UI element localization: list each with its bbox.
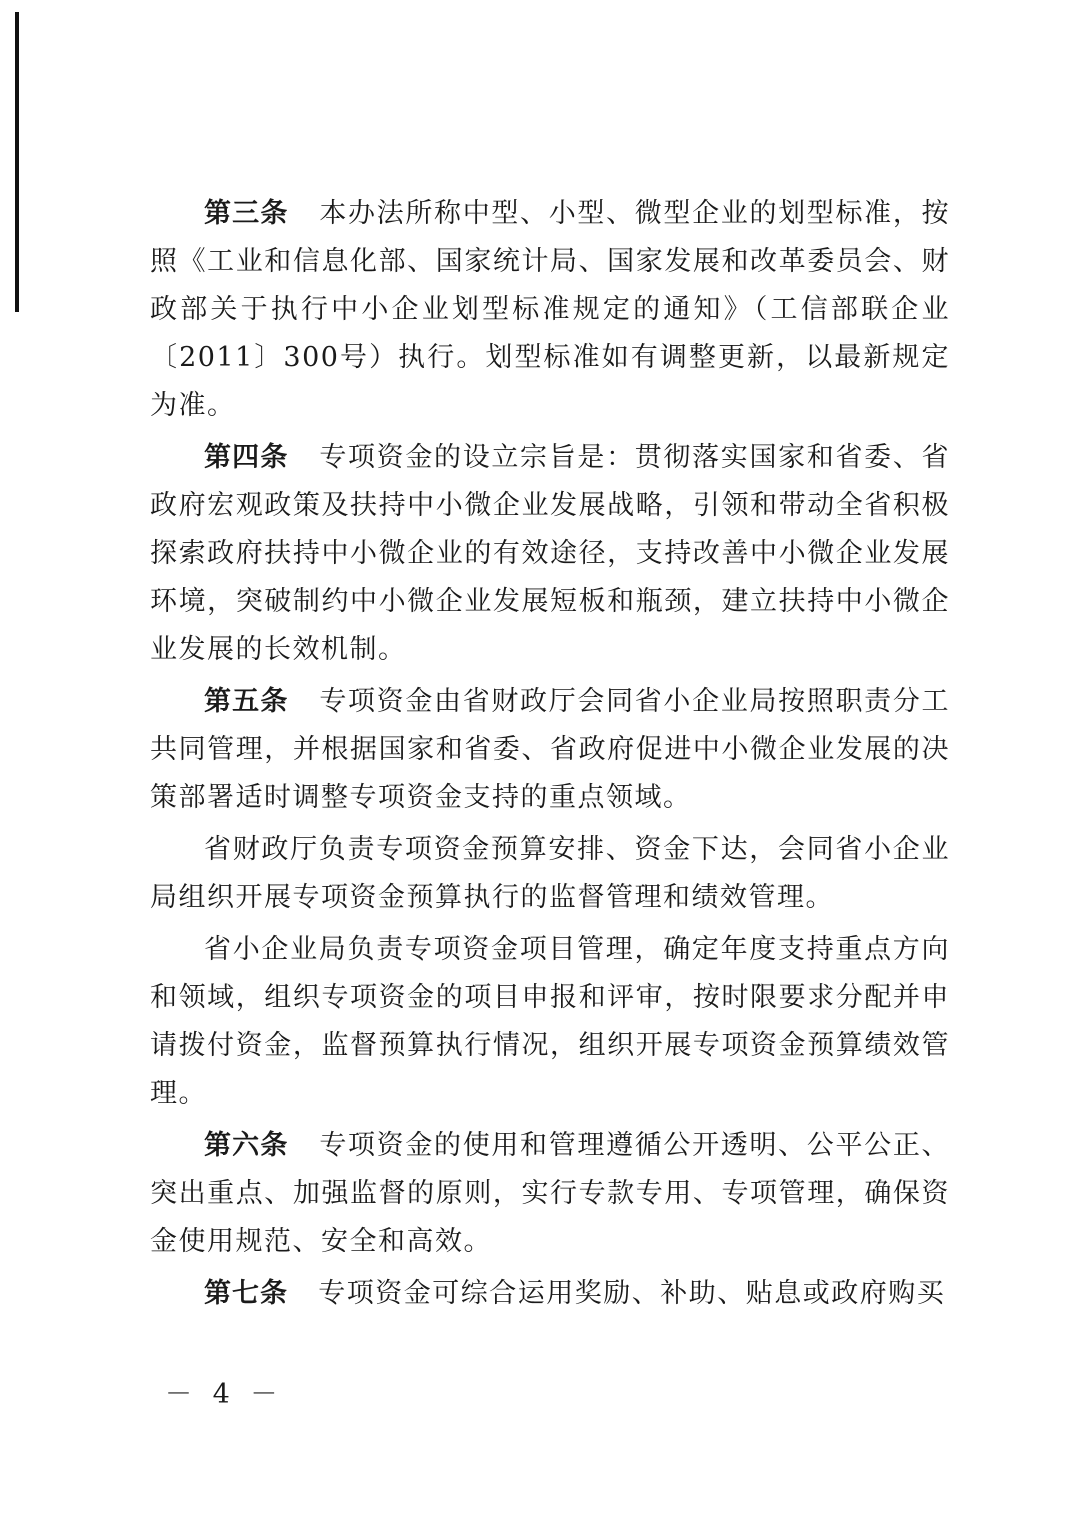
article-5-label: 第五条 xyxy=(204,686,289,717)
page-number: － 4 － xyxy=(165,1379,284,1410)
scan-edge-line xyxy=(15,12,19,312)
article-7-text: 专项资金可综合运用奖励、补助、贴息或政府购买 xyxy=(318,1278,946,1309)
article-6-label: 第六条 xyxy=(204,1130,289,1161)
article-4 xyxy=(150,434,950,674)
document-body xyxy=(150,190,950,1322)
article-7-label: 第七条 xyxy=(204,1278,288,1309)
article-5-text: 专项资金由省财政厅会同省小企业局按照职责分工共同管理，并根据国家和省委、省政府促进中小微企业发展的决策部署适时调整专项资金支持的重点领域。 xyxy=(150,686,951,813)
article-3-text: 本办法所称中型、小型、微型企业的划型标准，按照《工业和信息化部、国家统计局、国家发展和改革委员会、财政部关于执行中小企业划型标准规定的通知》（工信部联企业〔2011〕300号）执行。划型标准如有调整更新，以最新规定为准。 xyxy=(150,198,951,421)
article-5 xyxy=(150,678,950,822)
article-5-finance-dept-paragraph xyxy=(150,826,950,922)
article-4-label: 第四条 xyxy=(204,442,289,473)
article-6 xyxy=(150,1122,950,1266)
finance-dept-text: 省财政厅负责专项资金预算安排、资金下达，会同省小企业局组织开展专项资金预算执行的监督管理和绩效管理。 xyxy=(150,834,950,913)
article-7 xyxy=(150,1270,950,1318)
article-4-text: 专项资金的设立宗旨是：贯彻落实国家和省委、省政府宏观政策及扶持中小微企业发展战略，引领和带动全省积极探索政府扶持中小微企业的有效途径，支持改善中小微企业发展环境，突破制约中小微企业发展短板和瓶颈，建立扶持中小微企业发展的长效机制。 xyxy=(150,442,951,665)
article-5-sme-bureau-paragraph xyxy=(150,926,950,1118)
article-3-label: 第三条 xyxy=(204,198,289,229)
article-6-text: 专项资金的使用和管理遵循公开透明、公平公正、突出重点、加强监督的原则，实行专款专用、专项管理，确保资金使用规范、安全和高效。 xyxy=(150,1130,951,1257)
sme-bureau-text: 省小企业局负责专项资金项目管理，确定年度支持重点方向和领域，组织专项资金的项目申报和评审，按时限要求分配并申请拨付资金，监督预算执行情况，组织开展专项资金预算绩效管理。 xyxy=(150,934,950,1109)
article-3 xyxy=(150,190,950,430)
